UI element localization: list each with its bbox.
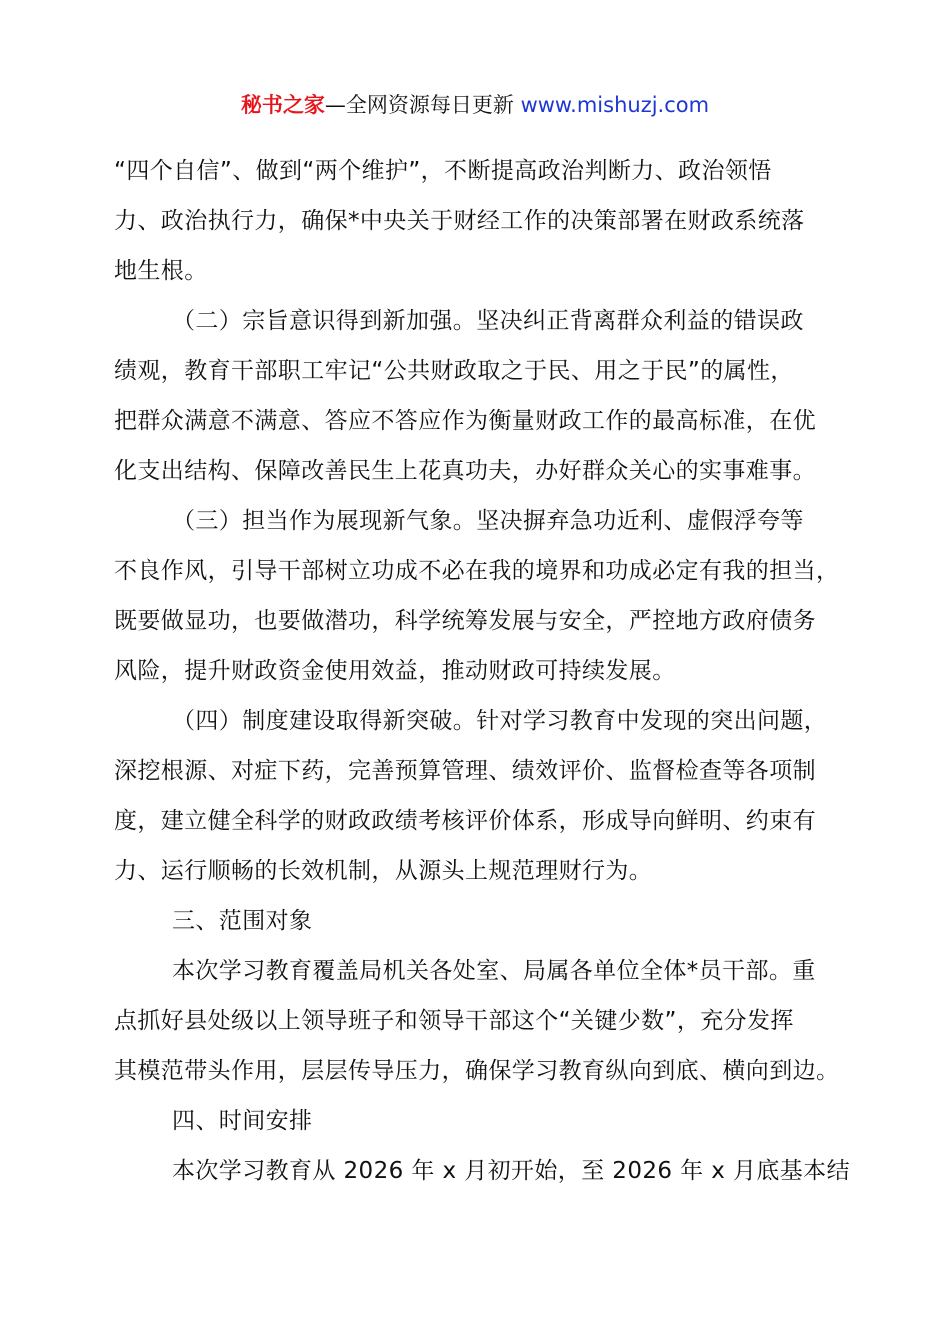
site-brand: 秘书之家 (240, 93, 325, 117)
text-line: 点抓好县处级以上领导班子和领导干部这个“关键少数”，充分发挥 (114, 1008, 794, 1034)
document-body (114, 146, 850, 1196)
text-line: 地生根。 (114, 258, 208, 284)
paragraph-heading-2: （二）宗旨意识得到新加强。坚决纠正背离群众利益的错误政 (172, 308, 804, 334)
text-line: 风险，提升财政资金使用效益，推动财政可持续发展。 (114, 658, 676, 684)
site-url-link[interactable]: www.mishuzj.com (520, 93, 710, 117)
text-line: 本次学习教育从 2026 年 x 月初开始，至 2026 年 x 月底基本结 (172, 1158, 850, 1184)
text-line: 既要做显功，也要做潜功，科学统筹发展与安全，严控地方政府债务 (114, 608, 816, 634)
text-line: 绩观，教育干部职工牢记“公共财政取之于民、用之于民”的属性， (114, 358, 794, 384)
text-line: 其模范带头作用，层层传导压力，确保学习教育纵向到底、横向到边。 (114, 1058, 840, 1084)
text-line: “四个自信”、做到“两个维护”，不断提高政治判断力、政治领悟 (114, 158, 772, 184)
text-line: 化支出结构、保障改善民生上花真功夫，办好群众关心的实事难事。 (114, 458, 816, 484)
text-line: 力、政治执行力，确保*中央关于财经工作的决策部署在财政系统落 (114, 208, 805, 234)
text-line: 不良作风，引导干部树立功成不必在我的境界和功成必定有我的担当， (114, 558, 840, 584)
site-header (0, 88, 950, 122)
text-line: 把群众满意不满意、答应不答应作为衡量财政工作的最高标准，在优 (114, 408, 816, 434)
paragraph-heading-4: （四）制度建设取得新突破。针对学习教育中发现的突出问题， (172, 708, 828, 734)
paragraph-heading-3: （三）担当作为展现新气象。坚决摒弃急功近利、虚假浮夸等 (172, 508, 804, 534)
site-tagline: —全网资源每日更新 (324, 93, 521, 117)
section-heading-scope: 三、范围对象 (172, 908, 313, 934)
text-line: 力、运行顺畅的长效机制，从源头上规范理财行为。 (114, 858, 653, 884)
text-line: 本次学习教育覆盖局机关各处室、局属各单位全体*员干部。重 (172, 958, 816, 984)
section-heading-schedule: 四、时间安排 (172, 1108, 313, 1134)
text-line: 度，建立健全科学的财政政绩考核评价体系，形成导向鲜明、约束有 (114, 808, 816, 834)
text-line: 深挖根源、对症下药，完善预算管理、绩效评价、监督检查等各项制 (114, 758, 816, 784)
